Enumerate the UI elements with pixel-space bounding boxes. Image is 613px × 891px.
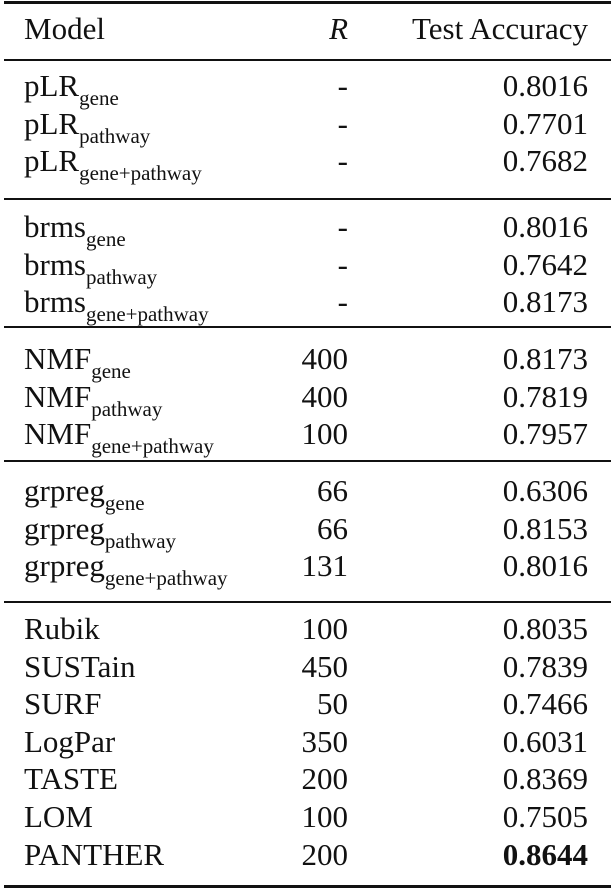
model-name [24,472,145,515]
model-name [24,648,136,686]
model-name [24,610,100,648]
model-subscript: gene+pathway [91,434,214,459]
group-rule [4,326,611,328]
model-name [24,340,131,383]
accuracy-value: 0.8035 [502,611,588,646]
model-base: NMF [24,378,92,414]
r-value: 400 [301,341,348,376]
top-rule [4,1,611,4]
accuracy-value: 0.8369 [502,761,588,797]
r-value: - [337,143,348,179]
model-base: LogPar [24,723,116,759]
accuracy-value: 0.8173 [502,341,588,376]
r-value: 400 [301,378,348,414]
accuracy-value: 0.8016 [502,68,588,103]
model-base: PANTHER [24,836,165,872]
table-row [0,378,613,421]
model-name [24,67,119,110]
table-row [0,547,613,591]
accuracy-value: 0.8644 [502,836,588,872]
model-subscript: gene [91,359,131,383]
accuracy-value: 0.7839 [502,648,588,684]
table-row [0,760,613,798]
model-name [24,283,209,327]
model-name [24,798,93,836]
model-name [24,105,151,148]
model-subscript: gene+pathway [79,161,202,186]
model-subscript: pathway [86,264,158,289]
model-name [24,510,177,553]
accuracy-value: 0.8016 [502,548,588,584]
model-base: grpreg [24,548,105,584]
r-value: - [337,105,348,141]
accuracy-value: 0.8153 [502,510,588,546]
table-row [0,415,613,459]
table-row [0,472,613,515]
group-rule [4,601,611,603]
table-row [0,610,613,648]
model-name [24,836,164,874]
model-base: brms [24,246,86,282]
r-value: 450 [301,648,348,684]
model-subscript: pathway [79,123,151,148]
model-base: brms [24,284,86,320]
table-row [0,142,613,186]
table-row [0,723,613,761]
model-name [24,760,118,798]
model-base: SUSTain [24,648,136,684]
r-value: 66 [317,510,348,546]
model-base: brms [24,209,86,244]
r-value: - [337,246,348,282]
model-subscript: gene+pathway [104,566,228,591]
r-value: - [337,284,348,320]
group-rule [4,198,611,200]
header-rule [4,59,611,61]
model-subscript: gene [86,227,126,251]
model-base: NMF [24,416,92,452]
model-subscript: pathway [91,396,163,421]
accuracy-value: 0.7957 [502,416,588,452]
model-name [24,415,214,459]
accuracy-value: 0.8173 [502,284,588,320]
model-base: pLR [24,68,80,103]
accuracy-value: 0.7701 [502,105,588,141]
model-base: NMF [24,341,92,376]
model-base: grpreg [24,510,105,546]
model-base: pLR [24,143,80,179]
accuracy-value: 0.7682 [502,143,588,179]
model-name [24,685,102,723]
r-value: 100 [301,416,348,452]
table-row [0,648,613,686]
accuracy-value: 0.7819 [502,378,588,414]
model-base: Rubik [24,611,100,646]
model-name [24,246,158,289]
model-subscript: pathway [104,528,177,553]
r-value: 50 [317,686,348,722]
table-row [0,685,613,723]
r-value: 131 [301,548,348,584]
table-row [0,283,613,327]
model-name [24,547,228,591]
accuracy-value: 0.7642 [502,246,588,282]
header-row [0,10,613,48]
table-row [0,208,613,251]
model-subscript: gene [104,491,145,515]
model-name [24,723,115,761]
header-r: R [329,11,348,46]
header-model: Model [24,11,105,46]
accuracy-value: 0.8016 [502,209,588,244]
r-value: 350 [301,723,348,759]
model-base: LOM [24,799,93,834]
table-row [0,105,613,148]
table-row [0,246,613,289]
table-row [0,510,613,553]
table-row [0,340,613,383]
accuracy-value: 0.7505 [502,799,588,834]
r-value: 100 [301,799,348,834]
model-name [24,142,202,186]
accuracy-value: 0.6306 [502,473,588,508]
accuracy-value: 0.6031 [502,723,588,759]
r-value: 66 [317,473,348,508]
r-value: 200 [301,836,348,872]
model-subscript: gene [79,86,119,110]
model-base: SURF [24,686,102,722]
r-value: - [337,209,348,244]
model-base: TASTE [24,761,118,797]
accuracy-value: 0.7466 [502,686,588,722]
r-value: 200 [301,761,348,797]
r-value: - [337,68,348,103]
model-base: grpreg [24,473,105,508]
r-value: 100 [301,611,348,646]
table-row [0,798,613,836]
table-row [0,67,613,110]
model-subscript: gene+pathway [86,302,209,327]
table-row [0,836,613,874]
header-accuracy: Test Accuracy [412,11,588,46]
group-rule [4,460,611,462]
model-name [24,208,126,251]
bottom-rule [4,885,611,888]
model-base: pLR [24,105,80,141]
model-name [24,378,163,421]
